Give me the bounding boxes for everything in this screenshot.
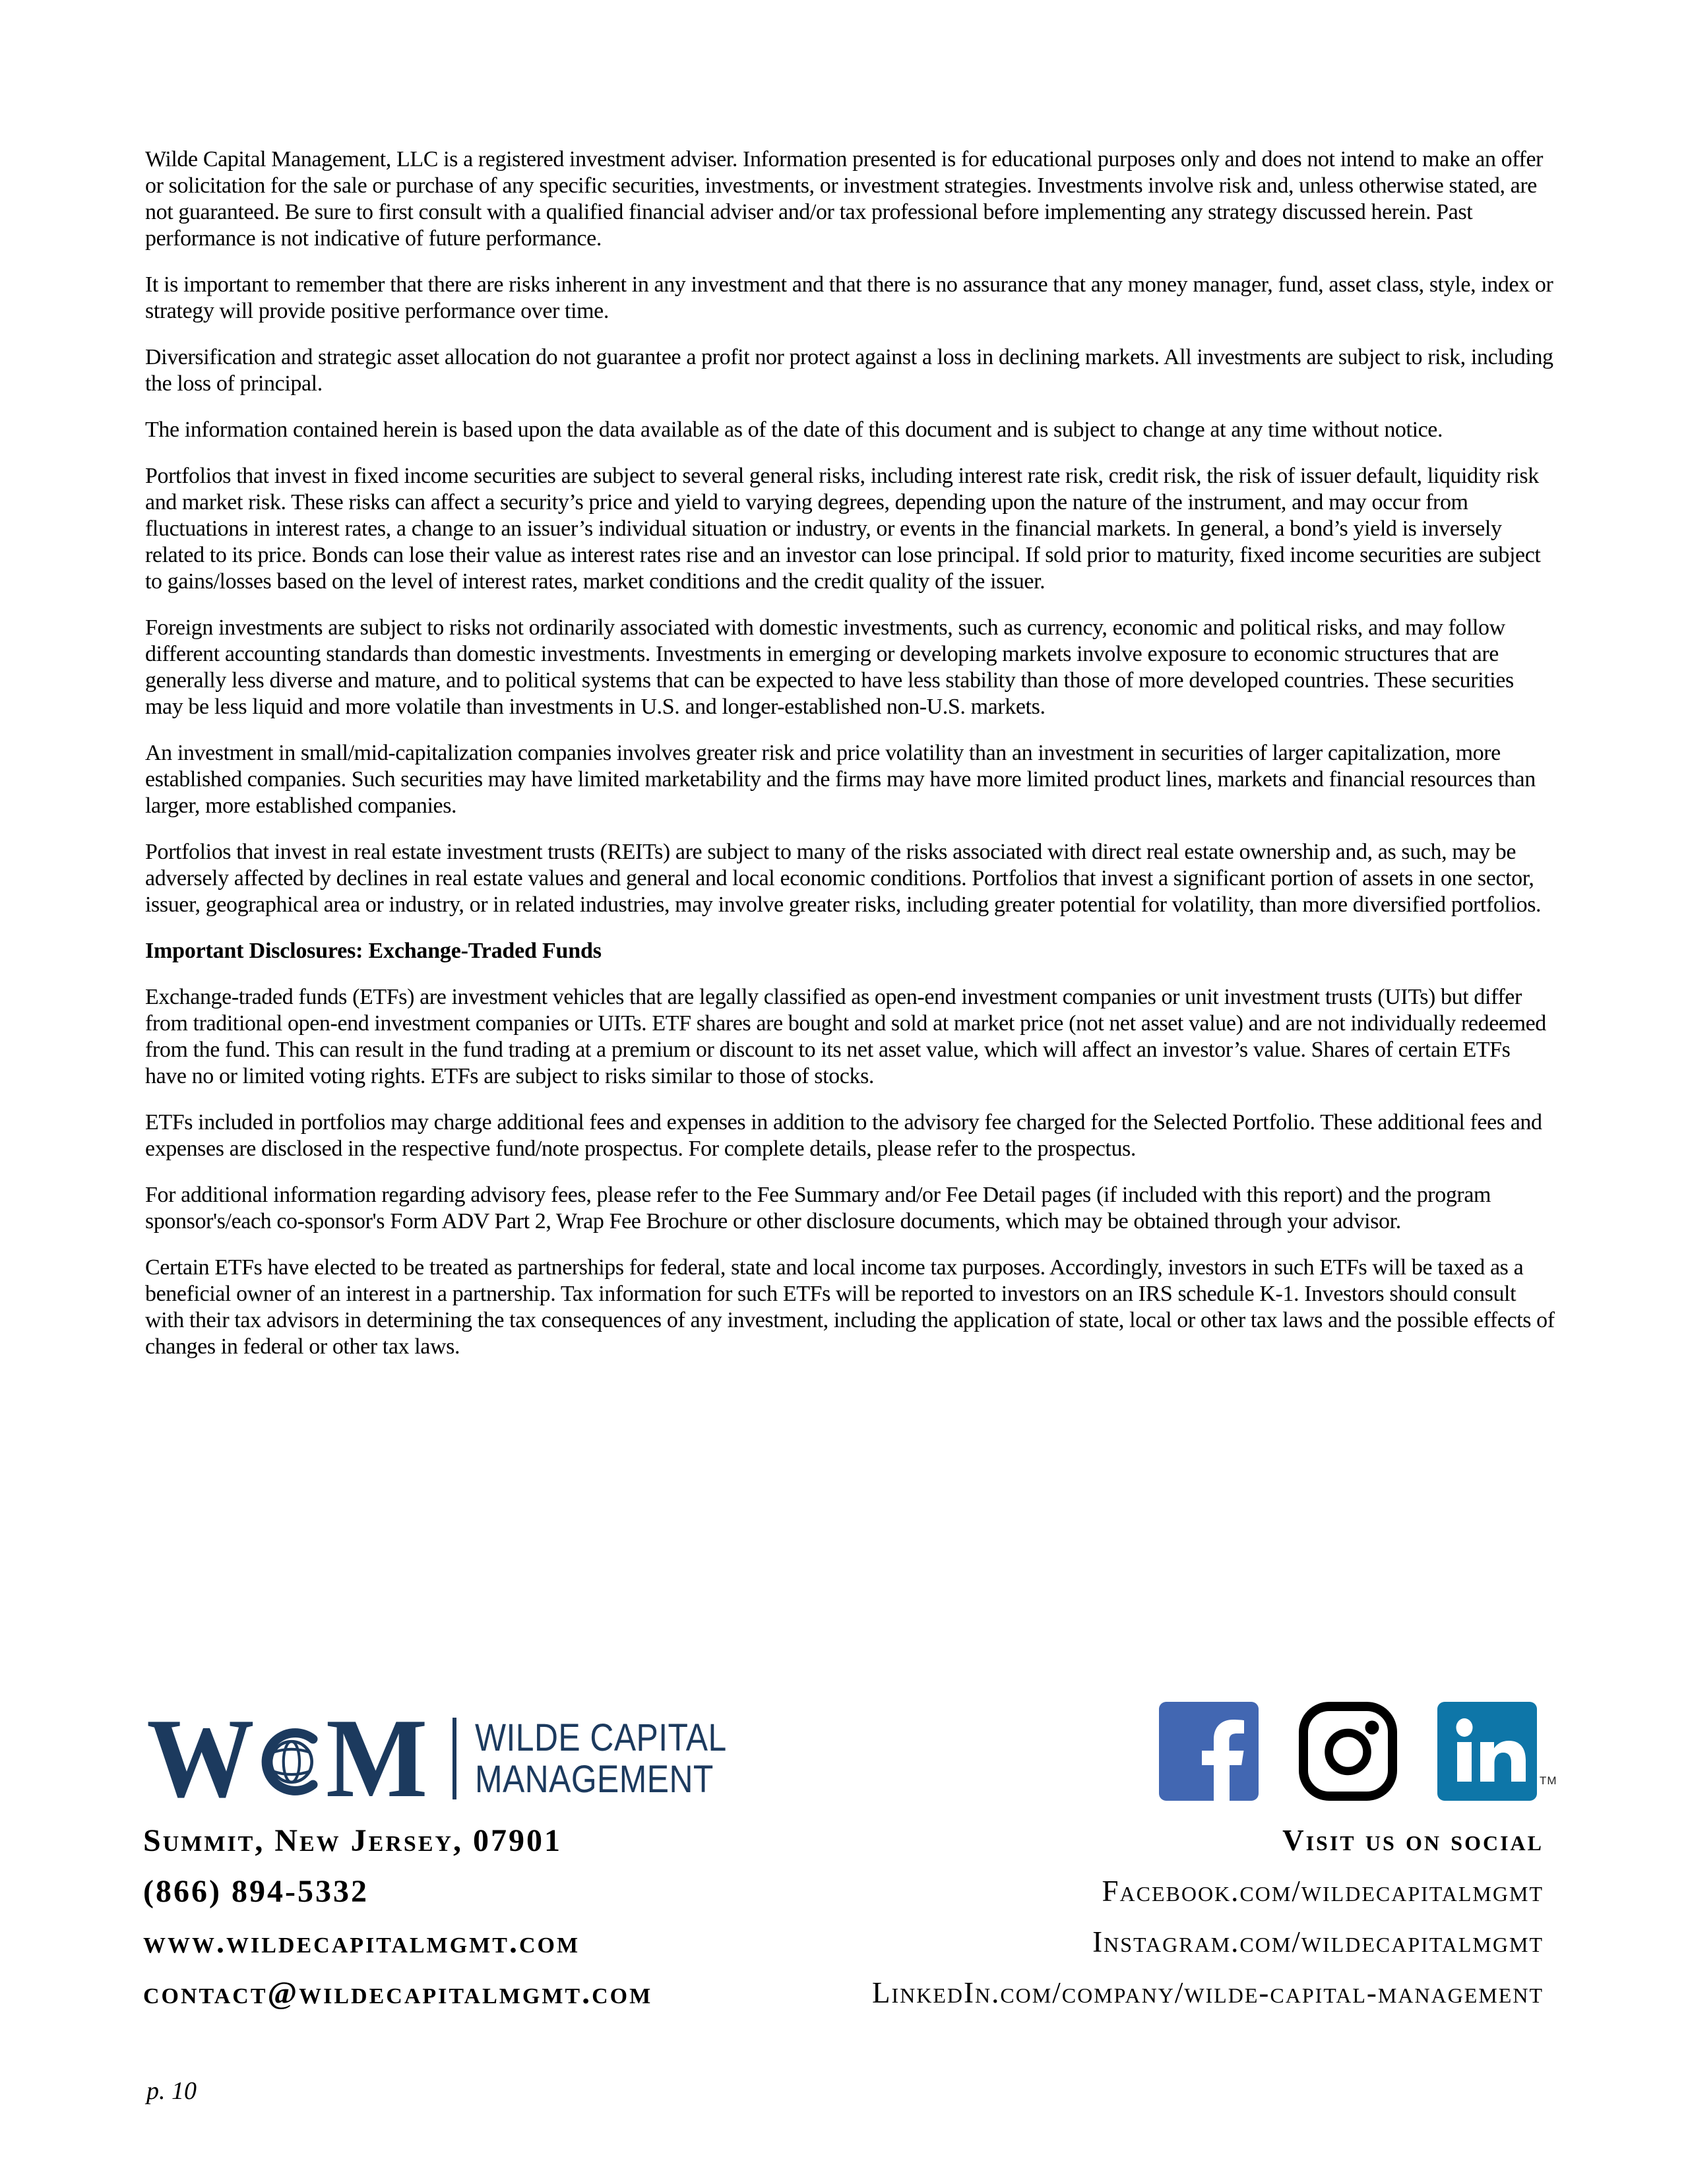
facebook-icon xyxy=(1159,1702,1259,1801)
trademark-symbol: TM xyxy=(1540,1774,1557,1787)
logo-company-name xyxy=(475,1717,727,1800)
paragraph: Exchange-traded funds (ETFs) are investment vehicles that are legally classified as open-end investment companies or unit investment trusts (UITs) but differ from traditional open-end investment companies or UITs. ETF shares are bought and sold at market price (not net asset value) and are not individually redeemed from the fund. This can result in the fund trading at a premium or discount to its net asset value, which will affect an investor’s value. Shares of certain ETFs have no or limited voting rights. ETFs are subject to risks similar to those of stocks. xyxy=(145,985,1546,1088)
globe-icon xyxy=(253,1725,327,1799)
logo-name-line2: MANAGEMENT xyxy=(475,1758,714,1801)
paragraph: ETFs included in portfolios may charge additional fees and expenses in addition to the advisory fee charged for the Selected Portfolio. These additional fees and expenses are disclosed in the respective fund/note prospectus. For complete details, please refer to the prospectus. xyxy=(145,1110,1542,1161)
logo-divider xyxy=(453,1718,456,1799)
paragraph: For additional information regarding advisory fees, please refer to the Fee Summary and/or Fee Detail pages (if included with this report) and the program sponsor's/each co-sponsor's Form ADV Part 2, Wrap Fee Brochure or other disclosure documents, which may be obtained through your advisor. xyxy=(145,1183,1491,1233)
logo-letter-m: M xyxy=(326,1696,428,1821)
wcm-logo xyxy=(144,1696,768,1821)
paragraph: Foreign investments are subject to risks not ordinarily associated with domestic investments, such as currency, economic and political risks, and may follow different accounting standards than domestic investments. Investments in emerging or developing markets involve exposure to economic structures that are generally less diverse and mature, and to political systems that can be expected to have less stability than those of more developed countries. These securities may be less liquid and more volatile than investments in U.S. and longer-established non-U.S. markets. xyxy=(145,615,1514,719)
social-icons xyxy=(1159,1702,1537,1801)
paragraph: It is important to remember that there are risks inherent in any investment and that there is no assurance that any money manager, fund, asset class, style, index or strategy will provide positive performance over time. xyxy=(145,272,1553,323)
logo-letter-w: W xyxy=(146,1696,255,1821)
linkedin-link-text: LinkedIn.com/company/wilde-capital-management xyxy=(871,1976,1544,2009)
contact-block xyxy=(143,1815,652,2018)
paragraph: Wilde Capital Management, LLC is a registered investment adviser. Information presented is for educational purposes only and does not intend to make an offer or solicitation for the sale or purchase of any specific securities, investments, or investment strategies. Investments involve risk and, unless otherwise stated, are not guaranteed. Be sure to first consult with a qualified financial adviser and/or tax professional before implementing any strategy discussed herein. Past performance is not indicative of future performance. xyxy=(145,147,1544,251)
paragraph: Diversification and strategic asset allocation do not guarantee a profit nor protect against a loss in declining markets. All investments are subject to risk, including the loss of principal. xyxy=(145,345,1553,396)
paragraph: Portfolios that invest in real estate investment trusts (REITs) are subject to many of the risks associated with direct real estate ownership and, as such, may be adversely affected by declines in real estate values and general and local economic conditions. Portfolios that invest a significant portion of assets in one sector, issuer, geographical area or industry, or in related industries, may involve greater risks, including greater potential for volatility, than more diversified portfolios. xyxy=(145,840,1542,917)
paragraph: The information contained herein is based upon the data available as of the date of this document and is subject to change at any time without notice. xyxy=(145,418,1443,442)
instagram-link-text: Instagram.com/wildecapitalmgmt xyxy=(1092,1925,1544,1958)
logo-name-line1: WILDE CAPITAL xyxy=(475,1716,727,1759)
linkedin-icon xyxy=(1437,1702,1537,1801)
paragraph: Certain ETFs have elected to be treated as partnerships for federal, state and local income tax purposes. Accordingly, investors in such ETFs will be taxed as a beneficial owner of an interest in a partnership. Tax information for such ETFs will be reported to investors on an IRS schedule K-1. Investors should consult with their tax advisors in determining the tax consequences of any investment, including the application of state, local or other tax laws and the possible effects of changes in federal or other tax laws. xyxy=(145,1255,1555,1359)
page-number: p. 10 xyxy=(146,2077,197,2105)
social-links-block xyxy=(872,1815,1544,2018)
instagram-icon xyxy=(1298,1702,1398,1801)
document-body xyxy=(145,146,1557,1380)
paragraph: Portfolios that invest in fixed income securities are subject to several general risks, including interest rate risk, credit risk, the risk of issuer default, liquidity risk and market risk. These risks can affect a security’s price and yield to varying degrees, depending upon the nature of the instrument, and may occur from fluctuations in interest rates, a change to an issuer’s individual situation or industry, or events in the financial markets. In general, a bond’s yield is inversely related to its price. Bonds can lose their value as interest rates rise and an investor can lose principal. If sold prior to maturity, fixed income securities are subject to gains/losses based on the level of interest rates, market conditions and the credit quality of the issuer. xyxy=(145,464,1541,594)
address-line: Summit, New Jersey, 07901 xyxy=(143,1823,563,1858)
phone-line: (866) 894-5332 xyxy=(143,1874,369,1909)
facebook-link-text: Facebook.com/wildecapitalmgmt xyxy=(1102,1875,1544,1908)
social-heading: Visit us on social xyxy=(1282,1824,1544,1857)
website-line: www.wildecapitalmgmt.com xyxy=(143,1925,580,1960)
section-heading: Important Disclosures: Exchange-Traded Funds xyxy=(145,939,602,963)
email-line: contact@wildecapitalmgmt.com xyxy=(143,1976,653,2011)
paragraph: An investment in small/mid-capitalization companies involves greater risk and price volatility than an investment in securities of larger capitalization, more established companies. Such securities may have limited marketability and the firms may have more limited product lines, markets and financial resources than larger, more established companies. xyxy=(145,741,1536,818)
